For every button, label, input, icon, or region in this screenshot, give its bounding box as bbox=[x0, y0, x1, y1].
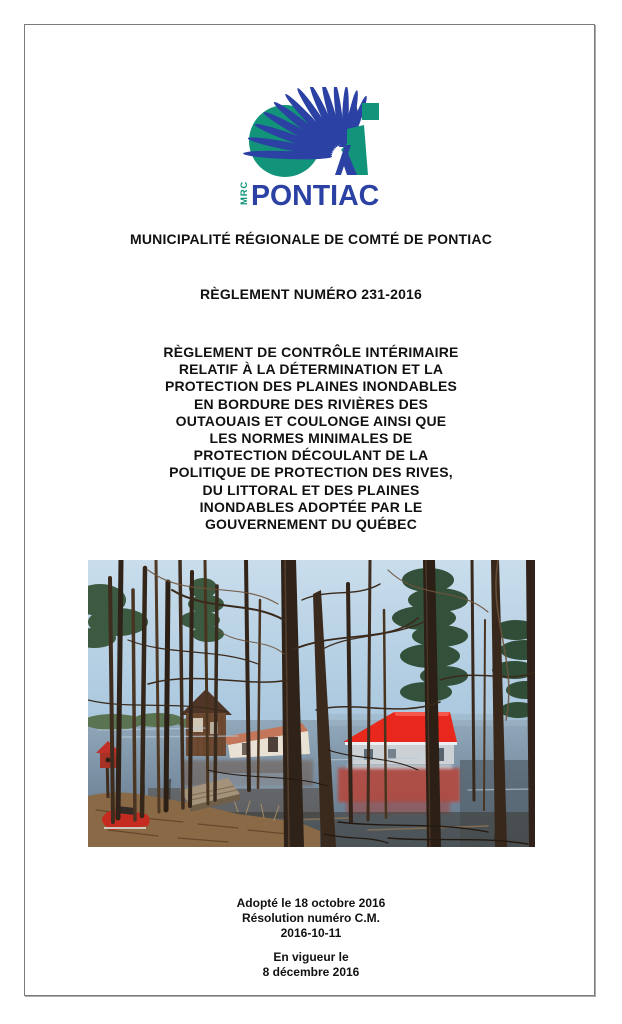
title-line: PROTECTION DÉCOULANT DE LA bbox=[193, 447, 429, 464]
mrc-pontiac-logo bbox=[235, 87, 387, 211]
title-line: INONDABLES ADOPTÉE PAR LE bbox=[199, 498, 423, 515]
logo-wordmark: PONTIAC bbox=[251, 180, 380, 211]
title-line: LES NORMES MINIMALES DE bbox=[209, 430, 413, 447]
title-line: DU LITTORAL ET DES PLAINES bbox=[202, 481, 420, 498]
resolution-number: Résolution numéro C.M. bbox=[242, 911, 380, 925]
cover-photo bbox=[88, 560, 535, 847]
resolution-date: 2016-10-11 bbox=[280, 926, 342, 940]
title-line: OUTAOUAIS ET COULONGE AINSI QUE bbox=[175, 412, 447, 429]
title-line: RELATIF À LA DÉTERMINATION ET LA bbox=[178, 361, 444, 378]
organization-name: MUNICIPALITÉ RÉGIONALE DE COMTÉ DE PONTIAC bbox=[129, 231, 493, 247]
logo-headdress-icon bbox=[235, 87, 387, 211]
title-line: PROTECTION DES PLAINES INONDABLES bbox=[164, 378, 458, 395]
effective-date-info bbox=[0, 950, 622, 980]
effective-label: En vigueur le bbox=[273, 950, 349, 964]
title-line: GOUVERNEMENT DU QUÉBEC bbox=[204, 516, 418, 533]
regulation-title bbox=[0, 344, 622, 533]
title-line: RÈGLEMENT DE CONTRÔLE INTÉRIMAIRE bbox=[163, 344, 459, 360]
title-line: POLITIQUE DE PROTECTION DES RIVES, bbox=[169, 464, 453, 481]
regulation-number-heading: RÈGLEMENT NUMÉRO 231-2016 bbox=[199, 286, 423, 302]
title-line: EN BORDURE DES RIVIÈRES DES bbox=[193, 395, 429, 412]
adoption-date: Adopté le 18 octobre 2016 bbox=[236, 896, 386, 910]
adoption-info bbox=[0, 896, 622, 941]
effective-date: 8 décembre 2016 bbox=[262, 965, 360, 979]
logo-acronym: MRC bbox=[239, 180, 250, 205]
